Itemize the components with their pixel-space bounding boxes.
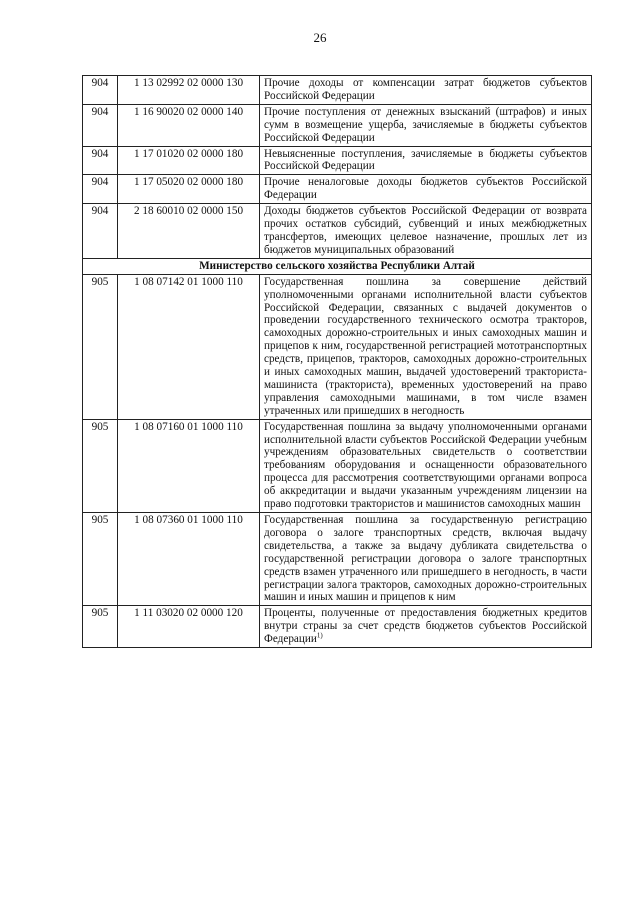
budget-code-cell: 1 16 90020 02 0000 140: [118, 104, 260, 146]
table-row: [83, 513, 592, 606]
table-row: [83, 274, 592, 419]
table-row: [83, 104, 592, 146]
admin-code-cell: 905: [83, 513, 118, 606]
table-row: [83, 419, 592, 512]
section-header-row: [83, 258, 592, 274]
admin-code-cell: 905: [83, 274, 118, 419]
table-row: [83, 175, 592, 204]
admin-code-cell: 905: [83, 419, 118, 512]
table-row: [83, 146, 592, 175]
admin-code-cell: 904: [83, 204, 118, 259]
footnote-marker: 1): [316, 631, 323, 640]
revenue-name-cell: Невыясненные поступления, зачисляемые в бюджеты субъектов Российской Федерации: [260, 146, 592, 175]
page-number: 26: [313, 30, 327, 45]
revenue-name-cell: Прочие неналоговые доходы бюджетов субъектов Российской Федерации: [260, 175, 592, 204]
table-row: [83, 76, 592, 105]
revenue-name-cell: Доходы бюджетов субъектов Российской Федерации от возврата прочих остатков субсидий, субвенций и иных межбюджетных трансфертов, имеющих целевое назначение, прошлых лет из бюджетов муниципальных образований: [260, 204, 592, 259]
revenue-name-cell: Государственная пошлина за совершение действий уполномоченными органами исполнительной власти субъектов Российской Федерации, связанных с выдачей документов о проведении государственного технического осмотра тракторов, самоходных дорожно-строительных и иных самоходных машин и прицепов к ним, государственной регистрацией мототранспортных средств, прицепов, тракторов, самоходных дорожно-строительных и иных самоходных машин, выдачей удостоверений тракториста-машиниста (тракториста), временных удостоверений на право управления самоходными машинами, в том числе взамен утраченных или пришедших в негодность: [260, 274, 592, 419]
revenue-name-text: Проценты, полученные от предоставления бюджетных кредитов внутри страны за счет средств бюджетов субъектов Российской Федерации: [264, 607, 587, 646]
budget-code-cell: 1 17 01020 02 0000 180: [118, 146, 260, 175]
admin-code-cell: 904: [83, 104, 118, 146]
budget-code-cell: 1 13 02992 02 0000 130: [118, 76, 260, 105]
revenue-name-cell: Государственная пошлина за выдачу уполномоченными органами исполнительной власти субъектов Российской Федерации учебным учреждениям образовательных свидетельств о соответствии требованиям оборудования и оснащенности образовательного процесса для рассмотрения соответствующими органами вопроса об аккредитации и выдачи указанным учреждениям лицензии на право подготовки трактористов и машинистов самоходных машин: [260, 419, 592, 512]
budget-code-cell: 2 18 60010 02 0000 150: [118, 204, 260, 259]
revenue-codes-table: [82, 75, 592, 648]
budget-code-cell: 1 08 07142 01 1000 110: [118, 274, 260, 419]
budget-code-cell: 1 17 05020 02 0000 180: [118, 175, 260, 204]
budget-code-cell: 1 08 07160 01 1000 110: [118, 419, 260, 512]
section-title: Министерство сельского хозяйства Республики Алтай: [83, 258, 592, 274]
table-row: [83, 606, 592, 648]
budget-code-cell: 1 08 07360 01 1000 110: [118, 513, 260, 606]
admin-code-cell: 904: [83, 175, 118, 204]
admin-code-cell: 905: [83, 606, 118, 648]
revenue-name-cell: [260, 606, 592, 648]
admin-code-cell: 904: [83, 146, 118, 175]
revenue-name-cell: Государственная пошлина за государственную регистрацию договора о залоге транспортных средств, включая выдачу свидетельства, а также за выдачу дубликата свидетельства о государственной регистрации договора о залоге транспортных средств взамен утраченного или пришедшего в негодность, в части регистрации залога тракторов, самоходных дорожно-строительных машин и иных машин и прицепов к ним: [260, 513, 592, 606]
revenue-name-cell: Прочие поступления от денежных взысканий (штрафов) и иных сумм в возмещение ущерба, зачисляемые в бюджеты субъектов Российской Федерации: [260, 104, 592, 146]
budget-code-cell: 1 11 03020 02 0000 120: [118, 606, 260, 648]
admin-code-cell: 904: [83, 76, 118, 105]
revenue-name-cell: Прочие доходы от компенсации затрат бюджетов субъектов Российской Федерации: [260, 76, 592, 105]
table-row: [83, 204, 592, 259]
